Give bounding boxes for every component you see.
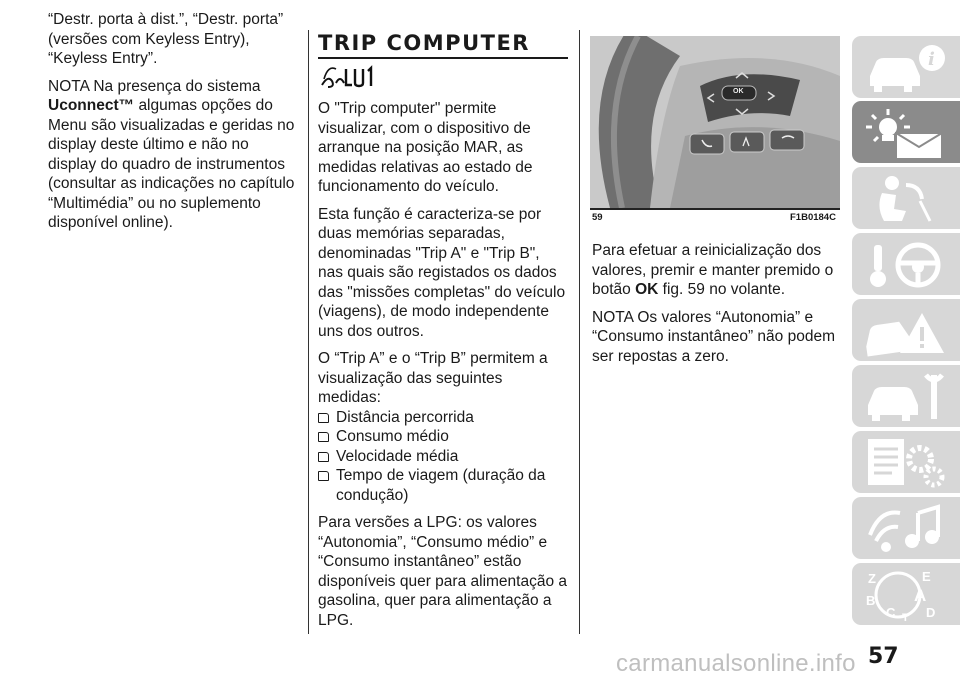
figure-number: 59 bbox=[592, 212, 603, 223]
note-paragraph bbox=[48, 77, 296, 233]
index-letter: D bbox=[926, 605, 936, 620]
index-letter: C bbox=[886, 605, 896, 620]
bullet-icon bbox=[318, 471, 329, 481]
right-column bbox=[592, 241, 842, 374]
list-item-text: Velocidade média bbox=[336, 447, 459, 465]
page-number: 57 bbox=[868, 644, 899, 669]
continued-paragraph: “Destr. porta à dist.”, “Destr. porta” (versões com Keyless Entry), “Keyless Entry”. bbox=[48, 11, 284, 67]
list-item bbox=[318, 427, 568, 447]
column-divider-left bbox=[308, 30, 309, 634]
note-prefix: NOTA Na presença do sistema bbox=[48, 77, 261, 95]
ok-label: OK bbox=[635, 281, 659, 298]
bullet-icon bbox=[318, 432, 329, 442]
note-rest: algumas opções do Menu são visualizadas e geridas no display deste último e não no display do quadro de instrumentos (consultar as indicações no capítulo “Multimédia” ou no suplemento disponível online). bbox=[48, 97, 295, 231]
key-steering-wheel-icon bbox=[862, 237, 952, 293]
tab-emergency[interactable] bbox=[852, 299, 960, 361]
index-letter: T bbox=[902, 612, 909, 623]
list-item-text: Distância percorrida bbox=[336, 408, 474, 426]
alphabetical-index-icon bbox=[862, 567, 952, 623]
index-letter: B bbox=[866, 593, 876, 608]
tab-car-info[interactable] bbox=[852, 36, 960, 98]
ok-button-label: OK bbox=[733, 88, 744, 95]
tab-safety[interactable] bbox=[852, 167, 960, 229]
list-item-text: Consumo médio bbox=[336, 428, 449, 445]
car-info-icon bbox=[862, 40, 952, 96]
list-item bbox=[318, 408, 568, 428]
tab-index[interactable] bbox=[852, 563, 960, 625]
list-item bbox=[318, 447, 568, 467]
specs-gears-icon bbox=[862, 435, 952, 491]
index-letter: Z bbox=[868, 571, 876, 586]
watermark: carmanualsonline.info bbox=[616, 650, 856, 677]
bullet-icon bbox=[318, 413, 329, 423]
warning-light-message-icon bbox=[862, 105, 952, 161]
uconnect-label: Uconnect™ bbox=[48, 97, 135, 114]
reset-text-end: fig. 59 no volante. bbox=[662, 281, 786, 298]
steering-wheel-figure bbox=[590, 36, 840, 208]
car-wrench-icon bbox=[862, 369, 952, 425]
paragraph-memories: Esta função é caracteriza-se por duas memórias separadas, denominadas "Trip A" e "Trip B", nas quais são registados os dados das "missões completas" do veículo (viagens), de modo independente uns dos outros. bbox=[318, 205, 566, 340]
paragraph-intro: O "Trip computer" permite visualizar, com o dispositivo de arranque na posição MAR, as medidas relativas ao estado de funcionamento do veículo. bbox=[318, 100, 533, 195]
tab-maintenance[interactable] bbox=[852, 365, 960, 427]
tab-warning-lights[interactable] bbox=[852, 101, 960, 163]
list-item-text: Tempo de viagem (duração da condução) bbox=[336, 467, 546, 504]
column-divider-right bbox=[579, 30, 580, 634]
middle-column bbox=[318, 31, 568, 638]
multimedia-music-icon bbox=[862, 501, 952, 557]
car-crash-warning-icon bbox=[862, 303, 952, 359]
left-column bbox=[48, 10, 296, 241]
paragraph-lpg: Para versões a LPG: os valores “Autonomia”, “Consumo médio” e “Consumo instantâneo” estão disponíveis quer para alimentação a gasolina, quer para alimentação a LPG. bbox=[318, 514, 568, 629]
index-letter: E bbox=[922, 569, 931, 584]
airbag-seat-icon bbox=[862, 171, 952, 227]
index-letter: A bbox=[914, 586, 927, 605]
cursive-symbol-icon bbox=[318, 59, 568, 99]
note-reset-paragraph: NOTA Os valores “Autonomia” e “Consumo instantâneo” não podem ser repostas a zero. bbox=[592, 308, 835, 365]
reset-text: Para efetuar a reinicialização dos valores, premir e manter premido o botão bbox=[592, 242, 834, 298]
list-item bbox=[318, 466, 568, 505]
bullet-icon bbox=[318, 452, 329, 462]
tab-multimedia[interactable] bbox=[852, 497, 960, 559]
section-title: TRIP COMPUTER bbox=[318, 31, 568, 59]
figure-rule bbox=[590, 208, 840, 210]
reset-paragraph bbox=[592, 241, 842, 300]
svg-text:i: i bbox=[928, 49, 935, 70]
svg-text:Z E B A bbox=[866, 568, 940, 623]
measures-list bbox=[318, 408, 568, 506]
figure-code: F1B0184C bbox=[790, 212, 836, 223]
paragraph-measures: O “Trip A” e o “Trip B” permitem a visualização das seguintes medidas: bbox=[318, 350, 548, 406]
tab-technical-data[interactable] bbox=[852, 431, 960, 493]
tab-start-drive[interactable] bbox=[852, 233, 960, 295]
